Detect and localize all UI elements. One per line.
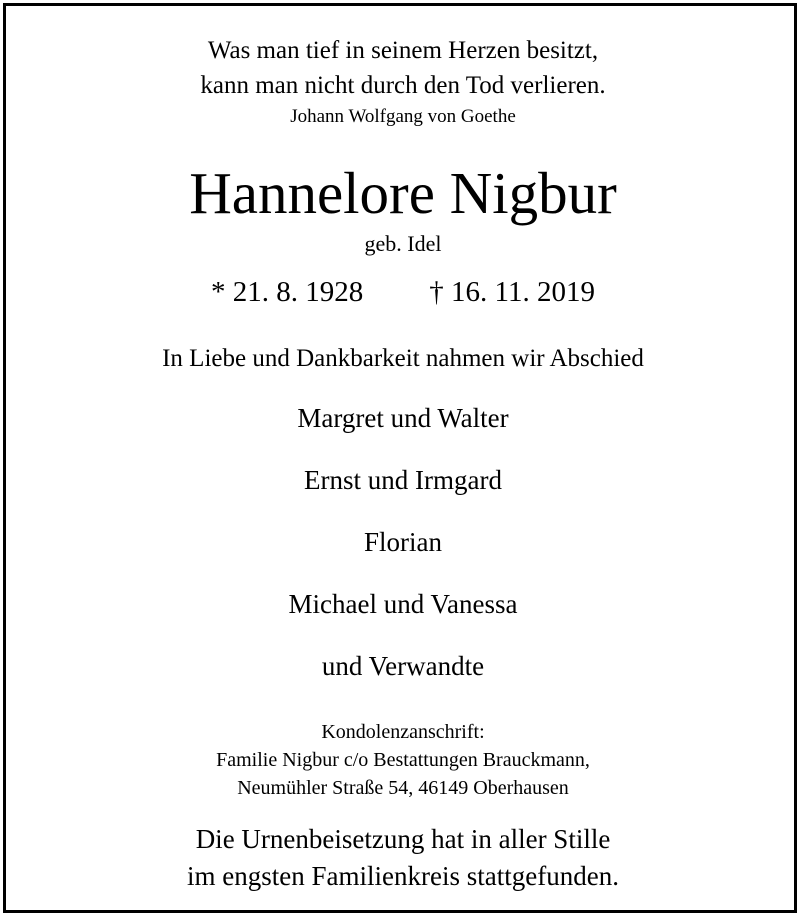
obituary-frame — [3, 3, 797, 913]
burial-line-1: Die Urnenbeisetzung hat in aller Stille — [195, 824, 611, 854]
mourner-2: Ernst und Irmgard — [304, 465, 502, 495]
condolence-line-2: Neumühler Straße 54, 46149 Oberhausen — [237, 777, 569, 799]
quote-line-2: kann man nicht durch den Tod verlieren. — [200, 72, 606, 99]
mourner-5: und Verwandte — [321, 651, 485, 681]
mourner-4: Michael und Vanessa — [288, 589, 518, 619]
burial-line-2: im engsten Familienkreis stattgefunden. — [187, 861, 619, 891]
mourner-1: Margret und Walter — [297, 403, 509, 433]
quote-author: Johann Wolfgang von Goethe — [290, 106, 516, 127]
deceased-name: Hannelore Nigbur — [189, 160, 617, 226]
farewell-text: In Liebe und Dankbarkeit nahmen wir Abschied — [162, 345, 644, 372]
quote-line-1: Was man tief in seinem Herzen besitzt, — [207, 37, 599, 64]
condolence-line-1: Familie Nigbur c/o Bestattungen Brauckmann, — [216, 749, 590, 771]
birth-date: * 21. 8. 1928 — [211, 276, 364, 308]
mourner-3: Florian — [364, 527, 442, 557]
maiden-name: geb. Idel — [364, 231, 442, 256]
death-date: † 16. 11. 2019 — [429, 276, 595, 308]
condolence-heading: Kondolenzanschrift: — [321, 721, 485, 743]
life-dates — [6, 278, 800, 307]
